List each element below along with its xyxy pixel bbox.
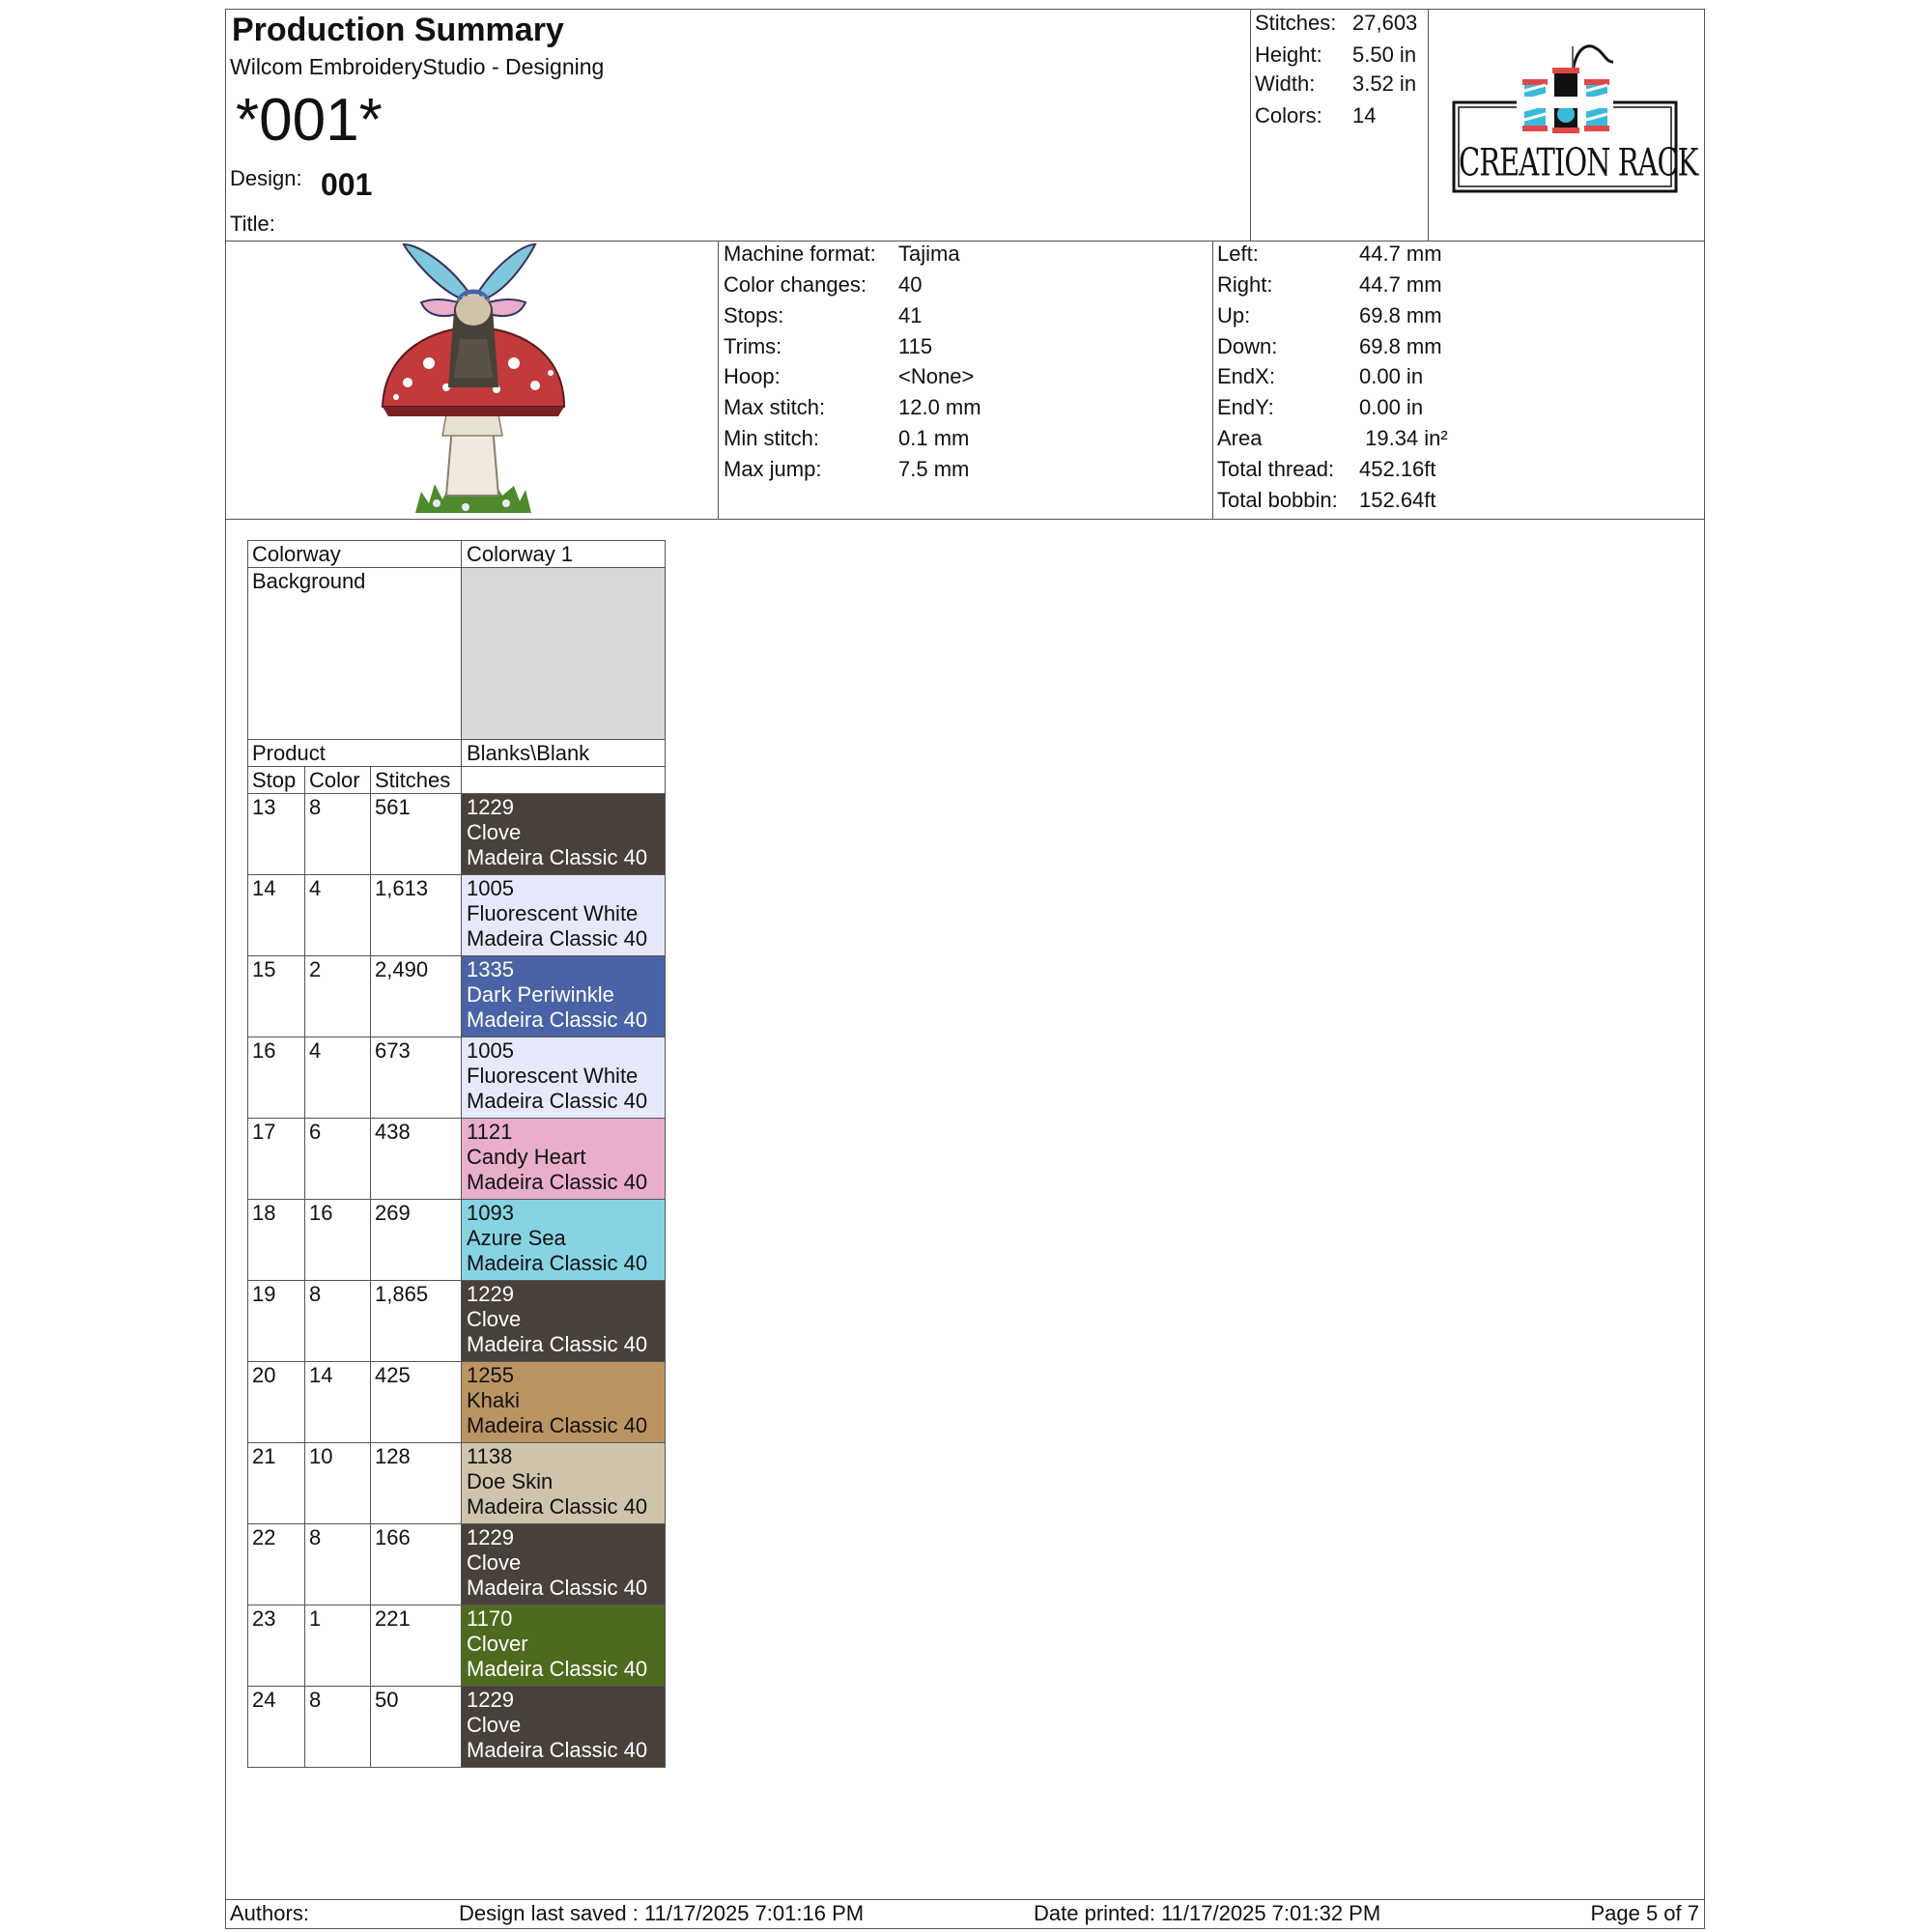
extent-label: Area <box>1217 426 1263 450</box>
extent-value: 0.00 in <box>1359 364 1424 388</box>
extent-value: 69.8 mm <box>1359 303 1442 327</box>
thread-name: Clover <box>467 1632 528 1656</box>
extent-value: 152.64ft <box>1359 488 1436 512</box>
thread-name: Clove <box>467 1307 522 1331</box>
thread-swatch <box>462 1037 666 1119</box>
divider <box>1428 9 1429 241</box>
software-name: Wilcom EmbroideryStudio - Designing <box>230 54 605 79</box>
colorway-value: Colorway 1 <box>462 541 666 568</box>
machine-value: 7.5 mm <box>898 457 970 481</box>
extent-label: Total thread: <box>1217 457 1335 481</box>
thread-code: 1138 <box>467 1444 513 1468</box>
color-cell: 6 <box>305 1119 371 1200</box>
summary-label: Height: <box>1255 43 1322 67</box>
color-cell: 8 <box>305 794 371 875</box>
page-title: Production Summary <box>232 12 564 48</box>
stitches-cell: 128 <box>371 1443 462 1524</box>
stop-cell: 14 <box>248 875 305 956</box>
thread-name: Azure Sea <box>467 1226 566 1250</box>
extent-value: 44.7 mm <box>1359 242 1442 266</box>
thread-swatch <box>462 1362 666 1443</box>
color-cell: 10 <box>305 1443 371 1524</box>
thread-brand: Madeira Classic 40 <box>467 1657 648 1681</box>
machine-label: Min stitch: <box>724 426 820 450</box>
machine-value: 12.0 mm <box>898 395 981 419</box>
design-value: 001 <box>321 167 373 202</box>
product-row <box>248 740 666 767</box>
machine-label: Machine format: <box>724 242 876 266</box>
thread-name: Khaki <box>467 1388 521 1412</box>
thread-code: 1229 <box>467 1282 514 1306</box>
table-row <box>248 1605 666 1687</box>
extent-value: 452.16ft <box>1359 457 1436 481</box>
color-cell: 14 <box>305 1362 371 1443</box>
divider <box>718 241 719 519</box>
thread-swatch <box>462 1119 666 1200</box>
color-cell: 16 <box>305 1200 371 1281</box>
thread-brand: Madeira Classic 40 <box>467 926 648 951</box>
summary-value: 14 <box>1352 103 1377 128</box>
divider <box>225 1899 1705 1900</box>
footer-page-number: Page 5 of 7 <box>1590 1901 1699 1925</box>
table-row <box>248 1524 666 1605</box>
stop-cell: 19 <box>248 1281 305 1362</box>
column-header-thread <box>462 767 666 794</box>
design-preview <box>379 242 568 517</box>
title-label: Title: <box>230 212 275 236</box>
thread-name: Candy Heart <box>467 1145 586 1169</box>
extent-value: 0.00 in <box>1359 395 1424 419</box>
summary-label: Width: <box>1255 71 1316 96</box>
stop-cell: 18 <box>248 1200 305 1281</box>
thread-brand: Madeira Classic 40 <box>467 1008 648 1032</box>
extent-label: EndX: <box>1217 364 1275 388</box>
thread-code: 1005 <box>467 1038 514 1063</box>
summary-label: Colors: <box>1255 103 1322 128</box>
thread-code: 1229 <box>467 1525 514 1549</box>
thread-name: Fluorescent White <box>467 901 639 925</box>
stitches-cell: 673 <box>371 1037 462 1119</box>
table-row <box>248 1037 666 1119</box>
stitches-cell: 425 <box>371 1362 462 1443</box>
stitches-cell: 2,490 <box>371 956 462 1037</box>
stitches-cell: 50 <box>371 1687 462 1768</box>
color-cell: 1 <box>305 1605 371 1687</box>
footer-last-saved: Design last saved : 11/17/2025 7:01:16 PM <box>459 1901 865 1925</box>
thread-code: 1255 <box>467 1363 514 1387</box>
product-value: Blanks\Blank <box>462 740 666 767</box>
divider <box>225 241 1705 242</box>
thread-name: Dark Periwinkle <box>467 982 614 1007</box>
thread-name: Clove <box>467 1713 522 1737</box>
table-row <box>248 956 666 1037</box>
divider <box>1212 241 1213 519</box>
thread-swatch <box>462 794 666 875</box>
stitches-cell: 269 <box>371 1200 462 1281</box>
thread-swatch <box>462 956 666 1037</box>
column-header-stitches: Stitches <box>371 767 462 794</box>
extent-value: 69.8 mm <box>1359 334 1442 358</box>
thread-code: 1229 <box>467 1688 514 1712</box>
extent-label: Total bobbin: <box>1217 488 1338 512</box>
thread-swatch <box>462 1524 666 1605</box>
colorway-label: Colorway <box>248 541 462 568</box>
table-row <box>248 1687 666 1768</box>
thread-swatch <box>462 1281 666 1362</box>
column-header-color: Color <box>305 767 371 794</box>
color-cell: 8 <box>305 1281 371 1362</box>
table-row <box>248 1200 666 1281</box>
color-table <box>247 540 666 1768</box>
machine-value: 115 <box>898 334 933 358</box>
thread-name: Clove <box>467 1550 522 1575</box>
table-row <box>248 794 666 875</box>
color-cell: 8 <box>305 1687 371 1768</box>
stop-cell: 24 <box>248 1687 305 1768</box>
thread-code: 1229 <box>467 795 514 819</box>
stitches-cell: 438 <box>371 1119 462 1200</box>
extent-label: Up: <box>1217 303 1251 327</box>
machine-label: Color changes: <box>724 272 867 297</box>
column-header-stop: Stop <box>248 767 305 794</box>
stop-cell: 20 <box>248 1362 305 1443</box>
stop-cell: 22 <box>248 1524 305 1605</box>
stitches-cell: 221 <box>371 1605 462 1687</box>
summary-value: 27,603 <box>1352 11 1418 35</box>
extent-label: Left: <box>1217 242 1259 266</box>
extent-label: Right: <box>1217 272 1273 297</box>
color-cell: 2 <box>305 956 371 1037</box>
thread-brand: Madeira Classic 40 <box>467 845 648 869</box>
barcode-text: *001* <box>236 87 383 154</box>
thread-brand: Madeira Classic 40 <box>467 1170 648 1194</box>
machine-value: Tajima <box>898 242 960 266</box>
table-row <box>248 1362 666 1443</box>
background-row <box>248 568 666 740</box>
color-cell: 4 <box>305 875 371 956</box>
extent-label: Down: <box>1217 334 1278 358</box>
color-cell: 4 <box>305 1037 371 1119</box>
machine-value: 0.1 mm <box>898 426 970 450</box>
stop-cell: 21 <box>248 1443 305 1524</box>
machine-value: 40 <box>898 272 923 297</box>
thread-swatch <box>462 875 666 956</box>
stitches-cell: 1,613 <box>371 875 462 956</box>
divider <box>225 519 1705 520</box>
extent-value: 19.34 in² <box>1359 426 1448 450</box>
summary-value: 5.50 in <box>1352 43 1417 67</box>
thread-brand: Madeira Classic 40 <box>467 1576 648 1600</box>
thread-brand: Madeira Classic 40 <box>467 1089 648 1113</box>
logo-text: CREATION RACK <box>1459 140 1698 185</box>
machine-value: 41 <box>898 303 923 327</box>
thread-code: 1005 <box>467 876 514 900</box>
stop-cell: 23 <box>248 1605 305 1687</box>
extent-value: 44.7 mm <box>1359 272 1442 297</box>
summary-value: 3.52 in <box>1352 71 1417 96</box>
stitches-cell: 1,865 <box>371 1281 462 1362</box>
color-cell: 8 <box>305 1524 371 1605</box>
thread-brand: Madeira Classic 40 <box>467 1738 648 1762</box>
thread-brand: Madeira Classic 40 <box>467 1332 648 1356</box>
stop-cell: 13 <box>248 794 305 875</box>
table-row <box>248 1281 666 1362</box>
thread-swatch <box>462 1443 666 1524</box>
thread-swatch <box>462 1687 666 1768</box>
thread-code: 1335 <box>467 957 514 981</box>
table-row <box>248 875 666 956</box>
machine-label: Max jump: <box>724 457 822 481</box>
logo <box>1449 39 1698 203</box>
thread-brand: Madeira Classic 40 <box>467 1251 648 1275</box>
background-swatch <box>462 568 666 740</box>
machine-label: Stops: <box>724 303 784 327</box>
design-label: Design: <box>230 166 302 190</box>
thread-code: 1170 <box>467 1606 513 1631</box>
machine-label: Max stitch: <box>724 395 826 419</box>
thread-name: Doe Skin <box>467 1469 554 1493</box>
thread-swatch <box>462 1605 666 1687</box>
product-label: Product <box>248 740 462 767</box>
stop-cell: 16 <box>248 1037 305 1119</box>
thread-code: 1121 <box>467 1120 513 1144</box>
machine-value: <None> <box>898 364 975 388</box>
extent-label: EndY: <box>1217 395 1274 419</box>
stop-cell: 17 <box>248 1119 305 1200</box>
stitches-cell: 166 <box>371 1524 462 1605</box>
thread-code: 1093 <box>467 1201 514 1225</box>
footer-authors: Authors: <box>230 1901 309 1925</box>
thread-swatch <box>462 1200 666 1281</box>
thread-brand: Madeira Classic 40 <box>467 1413 648 1437</box>
background-label: Background <box>248 568 462 740</box>
machine-label: Hoop: <box>724 364 781 388</box>
machine-label: Trims: <box>724 334 782 358</box>
stitches-cell: 561 <box>371 794 462 875</box>
table-row <box>248 1119 666 1200</box>
table-row <box>248 1443 666 1524</box>
thread-brand: Madeira Classic 40 <box>467 1494 648 1519</box>
divider <box>1250 9 1251 241</box>
table-header-row <box>248 767 666 794</box>
colorway-row <box>248 541 666 568</box>
thread-name: Fluorescent White <box>467 1064 639 1088</box>
footer-date-printed: Date printed: 11/17/2025 7:01:32 PM <box>1034 1901 1381 1925</box>
thread-name: Clove <box>467 820 522 844</box>
summary-label: Stitches: <box>1255 11 1337 35</box>
stop-cell: 15 <box>248 956 305 1037</box>
